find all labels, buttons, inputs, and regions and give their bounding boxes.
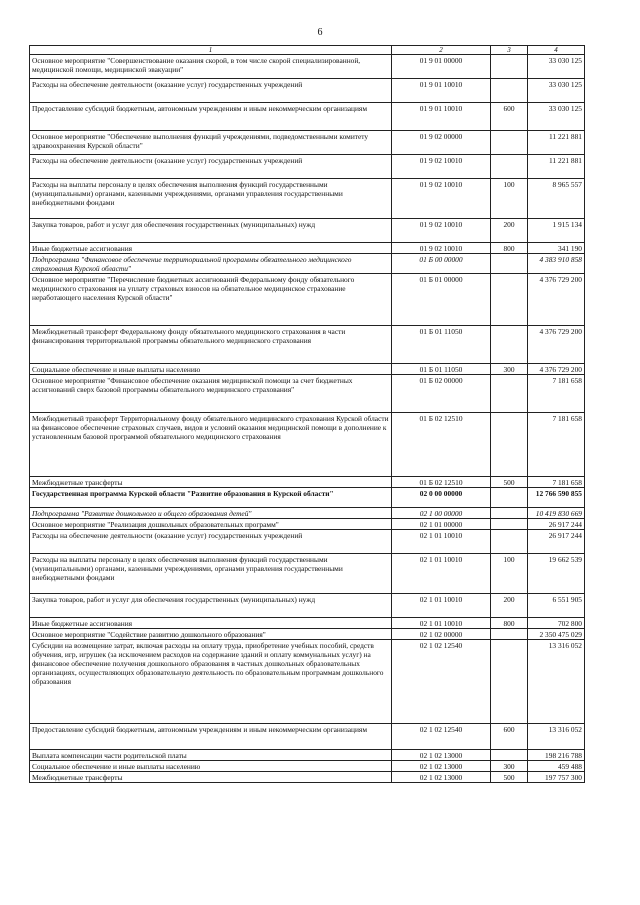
row-sum: 33 030 125 <box>528 103 585 131</box>
table-row <box>30 640 585 724</box>
row-name: Социальное обеспечение и иные выплаты населению <box>30 761 392 772</box>
row-name: Закупка товаров, работ и услуг для обеспечения государственных (муниципальных) нужд <box>30 219 392 243</box>
row-code: 01 9 01 10010 <box>392 79 491 103</box>
row-expense-type: 100 <box>491 179 528 219</box>
row-expense-type <box>491 530 528 554</box>
row-name: Государственная программа Курской области "Развитие образования в Курской области" <box>30 488 392 508</box>
budget-table <box>29 45 585 783</box>
table-row <box>30 488 585 508</box>
table-row <box>30 274 585 326</box>
row-expense-type: 100 <box>491 554 528 594</box>
row-expense-type <box>491 508 528 519</box>
row-code: 02 1 02 13000 <box>392 772 491 783</box>
row-sum: 2 350 475 029 <box>528 629 585 640</box>
row-code: 02 1 02 13000 <box>392 761 491 772</box>
row-sum: 702 800 <box>528 618 585 629</box>
row-name: Подпрограмма "Финансовое обеспечение территориальной программы обязательного медицинского страхования Курской области" <box>30 254 392 274</box>
header-col-2: 2 <box>392 46 491 55</box>
row-sum: 26 917 244 <box>528 519 585 530</box>
table-row <box>30 103 585 131</box>
table-row <box>30 219 585 243</box>
row-expense-type <box>491 254 528 274</box>
row-code: 02 1 02 13000 <box>392 750 491 761</box>
row-sum: 33 030 125 <box>528 55 585 79</box>
row-code: 01 9 02 10010 <box>392 219 491 243</box>
row-name: Выплата компенсации части родительской платы <box>30 750 392 761</box>
row-name: Межбюджетные трансферты <box>30 772 392 783</box>
row-expense-type <box>491 131 528 155</box>
row-name: Предоставление субсидий бюджетным, автономным учреждениям и иным некоммерческим организациям <box>30 103 392 131</box>
row-name: Расходы на обеспечение деятельности (оказание услуг) государственных учреждений <box>30 155 392 179</box>
table-header-row <box>30 46 585 55</box>
row-expense-type <box>491 274 528 326</box>
row-code: 02 1 02 00000 <box>392 629 491 640</box>
row-code: 02 1 01 10010 <box>392 618 491 629</box>
row-expense-type <box>491 629 528 640</box>
budget-table-body <box>30 46 585 783</box>
row-name: Основное мероприятие "Финансовое обеспечение оказания медицинской помощи за счет бюджетных ассигнований сверх базовой программы обязательного медицинского страхования" <box>30 375 392 413</box>
row-name: Закупка товаров, работ и услуг для обеспечения государственных (муниципальных) нужд <box>30 594 392 618</box>
table-row <box>30 618 585 629</box>
row-expense-type <box>491 375 528 413</box>
row-code: 01 9 02 10010 <box>392 179 491 219</box>
table-row <box>30 519 585 530</box>
row-name: Основное мероприятие "Совершенствование оказания скорой, в том числе скорой специализированной, медицинской помощи, медицинской эвакуации" <box>30 55 392 79</box>
row-code: 02 1 01 10010 <box>392 554 491 594</box>
row-name: Основное мероприятие "Обеспечение выполнения функций учреждениями, подведомственными комитету здравоохранения Курской области" <box>30 131 392 155</box>
row-code: 01 Б 00 00000 <box>392 254 491 274</box>
row-sum: 341 190 <box>528 243 585 254</box>
row-name: Социальное обеспечение и иные выплаты населению <box>30 364 392 375</box>
table-row <box>30 79 585 103</box>
row-name: Расходы на выплаты персоналу в целях обеспечения выполнения функций государственными (муниципальными) органами, казенными учреждениями, органами управления государственными внебюджетными фондами <box>30 179 392 219</box>
row-name: Предоставление субсидий бюджетным, автономным учреждениям и иным некоммерческим организациям <box>30 724 392 750</box>
table-row <box>30 155 585 179</box>
row-expense-type: 500 <box>491 477 528 488</box>
row-expense-type <box>491 640 528 724</box>
row-sum: 4 376 729 200 <box>528 274 585 326</box>
table-row <box>30 761 585 772</box>
table-row <box>30 131 585 155</box>
row-code: 01 Б 02 00000 <box>392 375 491 413</box>
row-sum: 7 181 658 <box>528 477 585 488</box>
table-row <box>30 55 585 79</box>
row-sum: 13 316 052 <box>528 640 585 724</box>
row-sum: 12 766 590 855 <box>528 488 585 508</box>
row-name: Основное мероприятие "Реализация дошкольных образовательных программ" <box>30 519 392 530</box>
row-expense-type <box>491 55 528 79</box>
row-sum: 6 551 905 <box>528 594 585 618</box>
table-row <box>30 772 585 783</box>
row-sum: 197 757 300 <box>528 772 585 783</box>
row-expense-type: 300 <box>491 761 528 772</box>
row-expense-type: 600 <box>491 724 528 750</box>
row-code: 02 0 00 00000 <box>392 488 491 508</box>
row-expense-type: 300 <box>491 364 528 375</box>
page-number: 6 <box>317 27 323 38</box>
table-row <box>30 477 585 488</box>
row-expense-type <box>491 413 528 477</box>
row-code: 01 9 01 00000 <box>392 55 491 79</box>
row-sum: 10 419 830 669 <box>528 508 585 519</box>
row-name: Межбюджетный трансферт Территориальному фонду обязательного медицинского страхования Курской области на финансовое обеспечение страховых случаев, видов и условий оказания медицинской помощи в дополнение к установленным базовой программой обязательного медицинского страхования <box>30 413 392 477</box>
row-expense-type: 200 <box>491 594 528 618</box>
row-sum: 1 915 134 <box>528 219 585 243</box>
row-sum: 7 181 658 <box>528 413 585 477</box>
row-expense-type: 800 <box>491 243 528 254</box>
row-expense-type <box>491 79 528 103</box>
row-code: 01 Б 01 00000 <box>392 274 491 326</box>
table-row <box>30 530 585 554</box>
row-sum: 7 181 658 <box>528 375 585 413</box>
row-sum: 459 488 <box>528 761 585 772</box>
row-code: 01 Б 02 12510 <box>392 477 491 488</box>
row-sum: 4 376 729 200 <box>528 326 585 364</box>
row-name: Расходы на обеспечение деятельности (оказание услуг) государственных учреждений <box>30 530 392 554</box>
header-col-4: 4 <box>528 46 585 55</box>
row-sum: 11 221 881 <box>528 131 585 155</box>
row-expense-type: 600 <box>491 103 528 131</box>
table-row <box>30 629 585 640</box>
table-row <box>30 594 585 618</box>
header-col-3: 3 <box>491 46 528 55</box>
row-code: 02 1 00 00000 <box>392 508 491 519</box>
row-name: Расходы на обеспечение деятельности (оказание услуг) государственных учреждений <box>30 79 392 103</box>
row-code: 02 1 02 12540 <box>392 724 491 750</box>
row-sum: 4 376 729 200 <box>528 364 585 375</box>
row-name: Межбюджетные трансферты <box>30 477 392 488</box>
row-expense-type <box>491 326 528 364</box>
row-name: Основное мероприятие "Содействие развитию дошкольного образования" <box>30 629 392 640</box>
row-code: 01 Б 01 11050 <box>392 326 491 364</box>
table-row <box>30 254 585 274</box>
row-name: Субсидии на возмещение затрат, включая расходы на оплату труда, приобретение учебных пособий, средств обучения, игр, игрушек (за исключением расходов на содержание зданий и оплату коммунальных услуг) на финансовое обеспечение получения дошкольного образования в частных дошкольных образовательных организациях, осуществляющих образовательную деятельность по образовательным программам дошкольного образования <box>30 640 392 724</box>
row-expense-type <box>491 750 528 761</box>
row-name: Подпрограмма "Развитие дошкольного и общего образования детей" <box>30 508 392 519</box>
row-name: Расходы на выплаты персоналу в целях обеспечения выполнения функций государственными (муниципальными) органами, казенными учреждениями, органами управления государственными внебюджетными фондами <box>30 554 392 594</box>
table-row <box>30 326 585 364</box>
row-expense-type <box>491 519 528 530</box>
row-code: 02 1 02 12540 <box>392 640 491 724</box>
row-sum: 19 662 539 <box>528 554 585 594</box>
table-row <box>30 364 585 375</box>
header-col-1: 1 <box>30 46 392 55</box>
row-sum: 4 383 910 858 <box>528 254 585 274</box>
table-row <box>30 243 585 254</box>
table-row <box>30 179 585 219</box>
row-code: 01 Б 01 11050 <box>392 364 491 375</box>
row-code: 01 9 02 10010 <box>392 243 491 254</box>
row-sum: 26 917 244 <box>528 530 585 554</box>
row-code: 01 Б 02 12510 <box>392 413 491 477</box>
table-row <box>30 724 585 750</box>
table-row <box>30 750 585 761</box>
row-expense-type: 800 <box>491 618 528 629</box>
row-code: 01 9 01 10010 <box>392 103 491 131</box>
row-name: Иные бюджетные ассигнования <box>30 618 392 629</box>
row-expense-type <box>491 155 528 179</box>
row-sum: 11 221 881 <box>528 155 585 179</box>
row-sum: 33 030 125 <box>528 79 585 103</box>
row-expense-type <box>491 488 528 508</box>
table-row <box>30 375 585 413</box>
row-code: 02 1 01 10010 <box>392 594 491 618</box>
row-name: Основное мероприятие "Перечисление бюджетных ассигнований Федеральному фонду обязательного медицинского страхования на уплату страховых взносов на обязательное медицинское страхование неработающего населения Курской области" <box>30 274 392 326</box>
row-code: 01 9 02 00000 <box>392 131 491 155</box>
row-name: Иные бюджетные ассигнования <box>30 243 392 254</box>
table-row <box>30 508 585 519</box>
row-expense-type: 200 <box>491 219 528 243</box>
row-code: 02 1 01 00000 <box>392 519 491 530</box>
row-code: 01 9 02 10010 <box>392 155 491 179</box>
row-sum: 13 316 052 <box>528 724 585 750</box>
row-sum: 198 216 788 <box>528 750 585 761</box>
table-row <box>30 554 585 594</box>
table-row <box>30 413 585 477</box>
row-code: 02 1 01 10010 <box>392 530 491 554</box>
row-expense-type: 500 <box>491 772 528 783</box>
row-sum: 8 965 557 <box>528 179 585 219</box>
row-name: Межбюджетный трансферт Федеральному фонду обязательного медицинского страхования в части финансирования территориальной программы обязательного медицинского страхования <box>30 326 392 364</box>
